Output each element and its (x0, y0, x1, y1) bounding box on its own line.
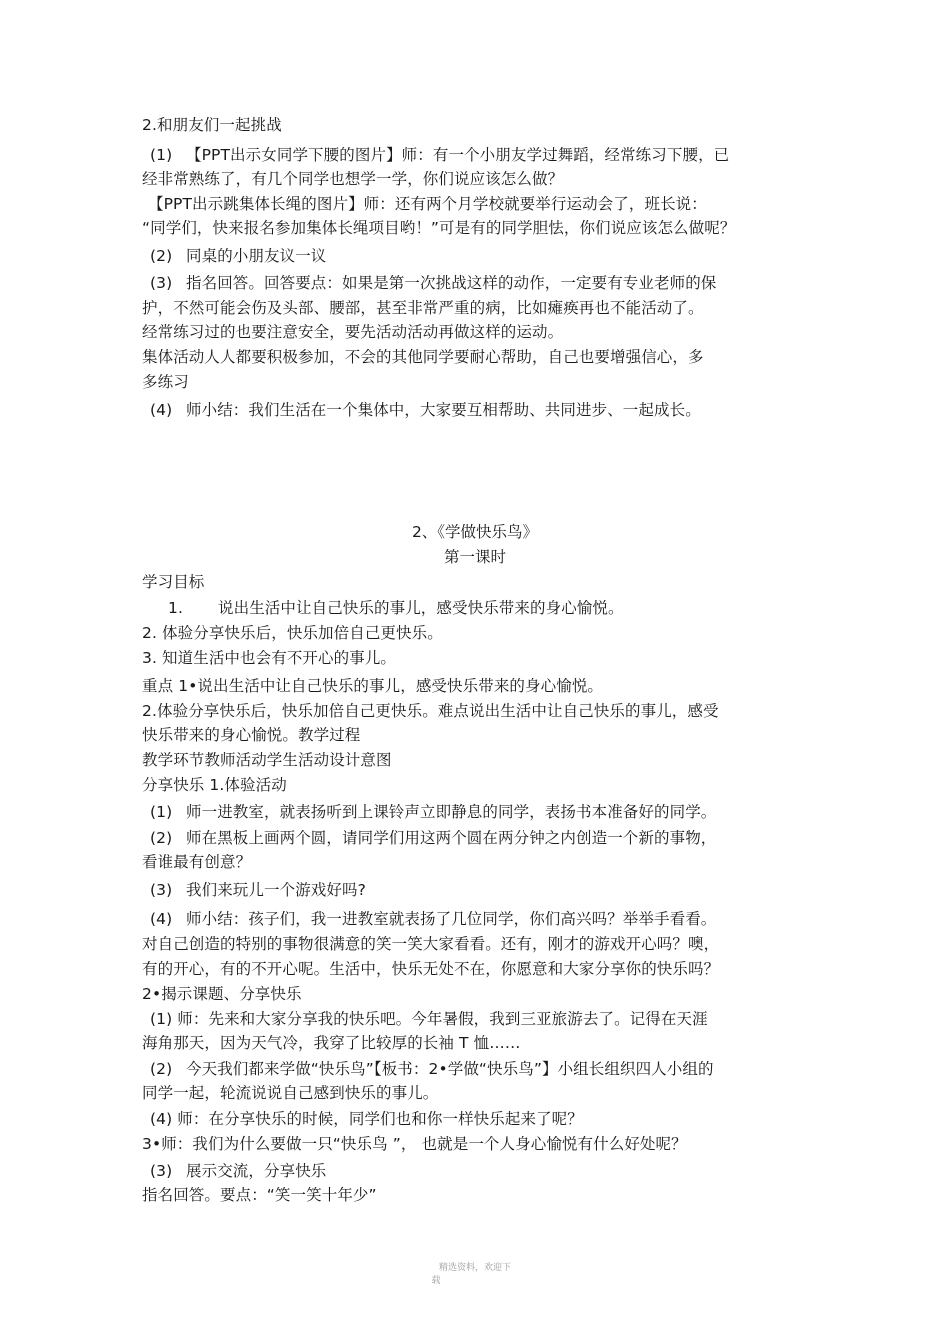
item-number: (1) (150, 803, 173, 821)
paragraph-line: 看谁最有创意？ (142, 853, 252, 871)
footer-note: 精选资料，欢迎下 (438, 1263, 511, 1273)
item-text: 说出生活中让自己快乐的事儿，感受快乐带来的身心愉悦。 (218, 599, 624, 617)
paragraph-line: 教学环节教师活动学生活动设计意图 (142, 751, 392, 769)
list-item (150, 398, 701, 422)
item-number: (3) (150, 881, 173, 899)
paragraph-line: 2.体验分享快乐后，快乐加倍自己更快乐。难点说出生活中让自己快乐的事儿，感受 (142, 702, 719, 720)
item-text: 展示交流，分享快乐 (186, 1162, 327, 1180)
paragraph-line: “同学们，快来报名参加集体长绳项目哟！”可是有的同学胆怯，你们说应该怎么做呢？ (142, 219, 736, 237)
item-number: (2) (150, 829, 173, 847)
item-text: 师在黑板上画两个圆，请同学们用这两个圆在两分钟之内创造一个新的事物， (186, 829, 717, 847)
lesson-subtitle: 第一课时 (443, 548, 506, 566)
paragraph-line: 海角那天，因为天气冷，我穿了比较厚的长袖 T 恤…… (142, 1034, 521, 1052)
list-item (150, 826, 716, 850)
list-item (150, 800, 716, 824)
item-number: (4) (150, 910, 173, 928)
section-heading: 2.和朋友们一起挑战 (142, 116, 282, 134)
item-text: 同桌的小朋友议一议 (186, 247, 327, 265)
paragraph-line: 【PPT出示跳集体长绳的图片】师：还有两个月学校就要举行运动会了，班长说： (148, 195, 707, 213)
paragraph-line: 同学一起，轮流说说自己感到快乐的事儿。 (142, 1084, 439, 1102)
lesson-title: 2、《学做快乐鸟》 (411, 523, 539, 541)
paragraph-line: 分享快乐 1.体验活动 (142, 776, 287, 794)
paragraph-line: 快乐带来的身心愉悦。教学过程 (142, 726, 361, 744)
paragraph-line: 多练习 (142, 373, 189, 391)
item-text: 指名回答。回答要点：如果是第一次挑战这样的动作，一定要有专业老师的保 (186, 274, 717, 292)
paragraph-line: 2•揭示课题、分享快乐 (142, 985, 302, 1003)
paragraph-line: (1) 师：先来和大家分享我的快乐吧。今年暑假，我到三亚旅游去了。记得在天涯 (150, 1010, 708, 1028)
item-number: (3) (150, 1162, 173, 1180)
list-item (150, 271, 716, 295)
list-item (150, 1057, 714, 1081)
item-text: 我们来玩儿一个游戏好吗? (186, 881, 366, 899)
paragraph-line: 重点 1•说出生活中让自己快乐的事儿，感受快乐带来的身心愉悦。 (142, 677, 604, 695)
goals-label: 学习目标 (142, 573, 205, 591)
item-text: 【PPT出示女同学下腰的图片】师：有一个小朋友学过舞蹈，经常练习下腰，已 (186, 146, 730, 164)
list-item (150, 244, 326, 268)
item-number: 1. (168, 599, 183, 617)
paragraph-line: 指名回答。要点：“笑一笑十年少” (142, 1186, 377, 1204)
list-item: 2. 体验分享快乐后，快乐加倍自己更快乐。 (142, 624, 443, 642)
list-item (168, 596, 624, 620)
item-text: 今天我们都来学做“快乐鸟”【板书：2•学做“快乐鸟”】小组长组织四人小组的 (186, 1060, 714, 1078)
list-item (150, 1159, 326, 1183)
paragraph-line: 集体活动人人都要积极参加，不会的其他同学要耐心帮助，自己也要增强信心，多 (142, 348, 704, 366)
list-item: 3. 知道生活中也会有不开心的事儿。 (142, 649, 397, 667)
item-text: 师小结：孩子们，我一进教室就表扬了几位同学，你们高兴吗？举举手看看。 (186, 910, 717, 928)
paragraph-line: 护，不然可能会伤及头部、腰部，甚至非常严重的病，比如瘫痪再也不能活动了。 (142, 299, 704, 317)
paragraph-line: 对自己创造的特别的事物很满意的笑一笑大家看看。还有，刚才的游戏开心吗？噢， (142, 935, 720, 953)
paragraph-line: 有的开心，有的不开心呢。生活中，快乐无处不在，你愿意和大家分享你的快乐吗？ (142, 960, 720, 978)
item-number: (1) (150, 146, 173, 164)
item-number: (2) (150, 1060, 173, 1078)
item-number: (2) (150, 247, 173, 265)
item-number: (3) (150, 274, 173, 292)
footer-note: 载 (431, 1276, 441, 1286)
item-number: (4) (150, 401, 173, 419)
paragraph-line: 经常练习过的也要注意安全，要先活动活动再做这样的运动。 (142, 323, 564, 341)
list-item (150, 143, 729, 167)
paragraph-line: 3•师：我们为什么要做一只“快乐鸟 ”， 也就是一个人身心愉悦有什么好处呢？ (142, 1135, 687, 1153)
paragraph-line: 经非常熟练了，有几个同学也想学一学，你们说应该怎么做？ (142, 170, 564, 188)
list-item (150, 878, 366, 902)
paragraph-line: (4) 师：在分享快乐的时候，同学们也和你一样快乐起来了呢？ (150, 1110, 583, 1128)
list-item (150, 907, 716, 931)
item-text: 师小结：我们生活在一个集体中，大家要互相帮助、共同进步、一起成长。 (186, 401, 701, 419)
item-text: 师一进教室，就表扬听到上课铃声立即静息的同学，表扬书本准备好的同学。 (186, 803, 717, 821)
